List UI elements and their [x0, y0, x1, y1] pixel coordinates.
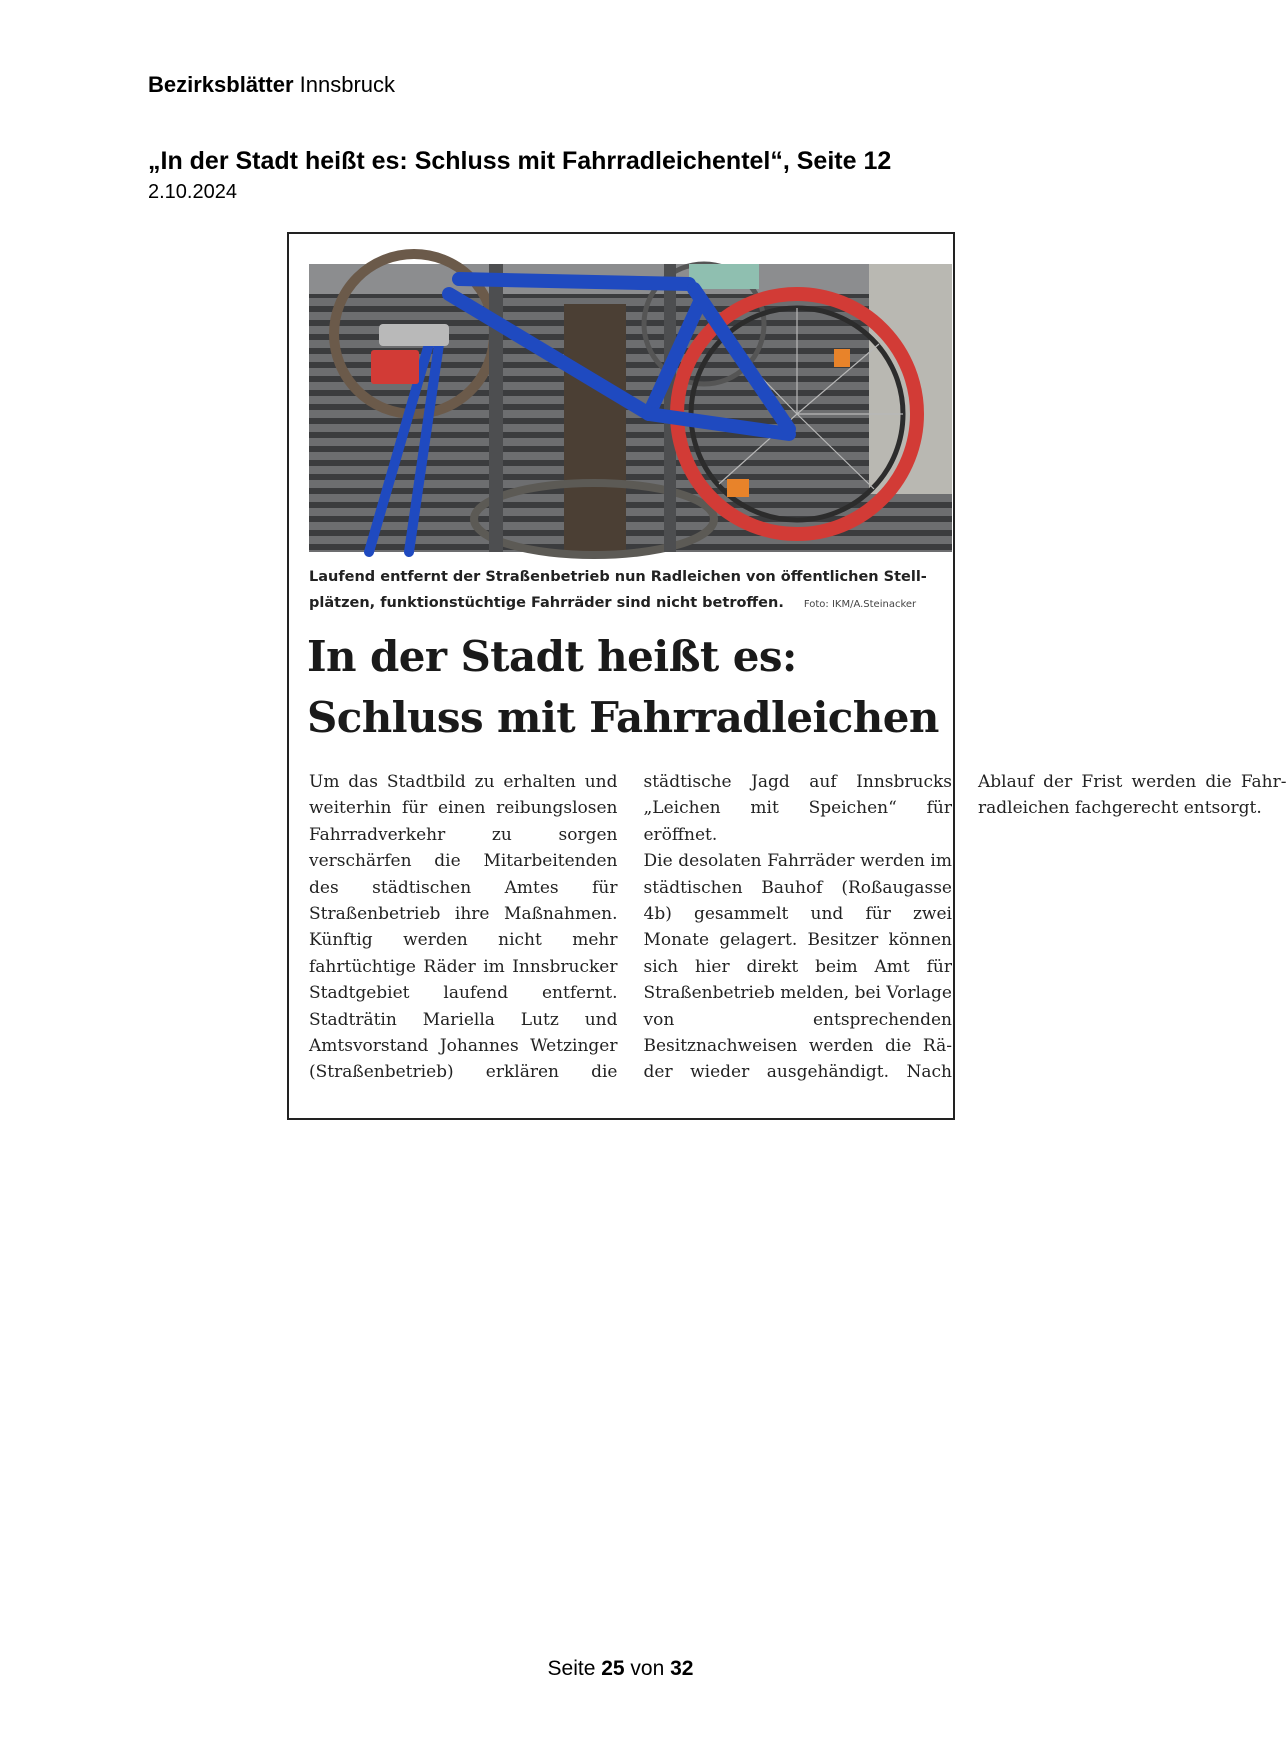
article-body	[309, 769, 1287, 1109]
caption-line-2-wrapper	[309, 590, 952, 618]
page-number	[0, 1657, 1241, 1681]
headline-line-1: In der Stadt heißt es:	[307, 632, 797, 681]
page-middle: von	[624, 1657, 671, 1680]
publication-name-bold: Bezirksblätter	[148, 72, 294, 97]
page-prefix: Seite	[547, 1657, 602, 1680]
page-total: 32	[670, 1657, 694, 1680]
bicycle-photo-icon	[309, 264, 952, 552]
document-date: 2.10.2024	[148, 181, 237, 203]
photo-caption	[309, 564, 952, 618]
article-headline	[307, 626, 955, 748]
page-current: 25	[601, 1657, 625, 1680]
photo-credit: Foto: IKM/A.Steinacker	[803, 599, 917, 610]
publication-name	[148, 72, 395, 98]
bicycle-photo	[309, 264, 952, 552]
document-title: „In der Stadt heißt es: Schluss mit Fahrradleichentel“, Seite 12	[148, 147, 892, 175]
article-paragraph-1: Um das Stadtbild zu erhalten und weiterhin für einen reibungslosen Fahrradverkehr zu sorgen verschärfen die Mitarbeitenden des städtischen Amtes für Straßenbetrieb ihre Maßnahmen. Künftig werden nicht mehr fahrtüchtige Räder im Innsbrucker Stadtgebiet laufend entfernt. Stadträtin Mariella Lutz und Amtsvorstand Johannes Wetzinger (Straßenbetrieb) erklären die städtische Jagd auf Innsbrucks „Leichen mit Speichen“ für eröffnet.	[309, 772, 952, 1083]
caption-line-1: Laufend entfernt der Straßenbetrieb nun Radleichen von öffentlichen Stell-	[309, 569, 927, 585]
caption-line-2: plätzen, funktionstüchtige Fahrräder sind nicht betroffen.	[309, 595, 784, 611]
newspaper-clipping	[287, 232, 1287, 1120]
publication-name-rest: Innsbruck	[293, 72, 396, 97]
article-paragraph-2: Die desolaten Fahrräder werden im städtischen Bauhof (Roßaugasse 4b) gesammelt und für zwei Monate gelagert. Besitzer können sich hier direkt beim Amt für Straßenbetrieb melden, bei Vorlage von entsprechenden Besitznachweisen werden die Räder wieder ausgehändigt. Nach Ablauf der Frist werden die Fahrradleichen fachgerecht entsorgt.	[643, 772, 1287, 1083]
headline-line-2: Schluss mit Fahrradleichen	[307, 693, 939, 742]
